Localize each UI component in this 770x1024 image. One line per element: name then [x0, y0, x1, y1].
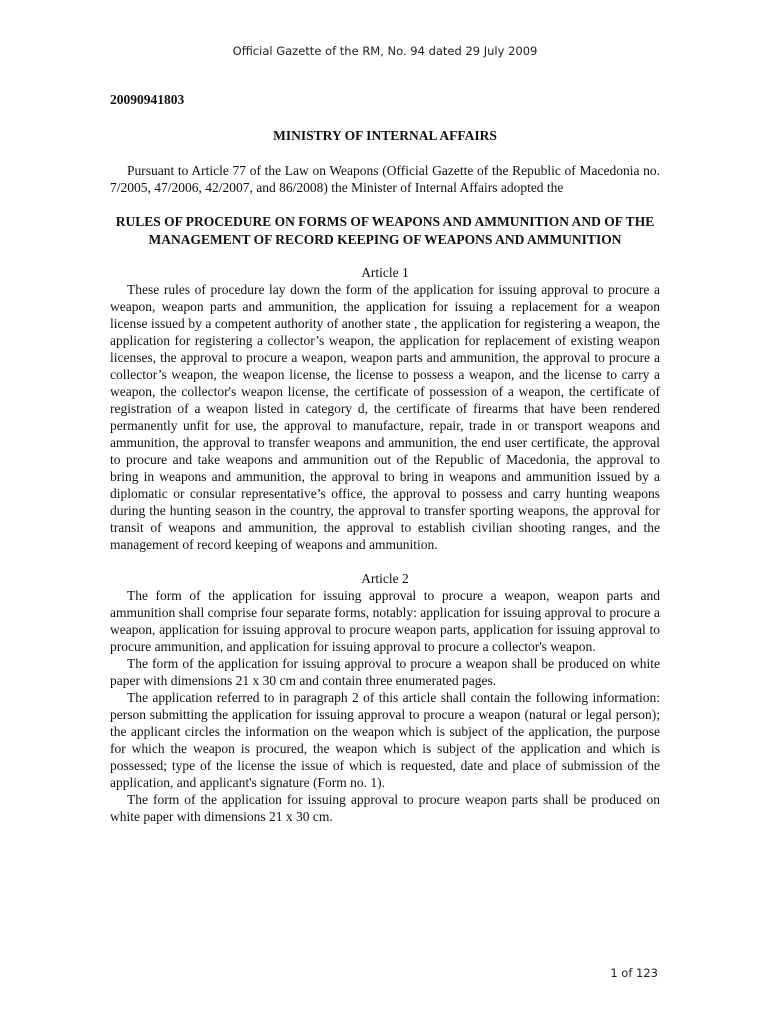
page-number: 1 of 123 — [610, 966, 658, 980]
article-paragraph: The form of the application for issuing approval to procure weapon parts shall be produced on white paper with dimensions 21 x 30 cm. — [110, 792, 660, 824]
article-paragraph: The application referred to in paragraph 2 of this article shall contain the following information: person submitting the application for issuing approval to procure a weapon (natural or legal person); the applicant circles the information on the weapon which is subject of the application, the purpose for which the weapon is procured, the weapon which is subject of the application and which is possessed; type of the license the issue of which is requested, date and place of submission of the application, and applicant's signature (Form no. 1). — [110, 690, 660, 790]
article-2 — [110, 570, 660, 825]
preamble: Pursuant to Article 77 of the Law on Weapons (Official Gazette of the Republic of Macedonia no. 7/2005, 47/2006, 42/2007, and 86/2008) the Minister of Internal Affairs adopted the — [110, 163, 660, 195]
article-heading: Article 1 — [361, 265, 409, 280]
rules-title: RULES OF PROCEDURE ON FORMS OF WEAPONS AND AMMUNITION AND OF THE MANAGEMENT OF RECORD KEEPING OF WEAPONS AND AMMUNITION — [115, 214, 655, 247]
running-head: Official Gazette of the RM, No. 94 dated 29 July 2009 — [232, 44, 538, 58]
article-1 — [110, 264, 660, 553]
article-paragraph: The form of the application for issuing approval to procure a weapon, weapon parts and ammunition shall comprise four separate forms, notably: application for issuing approval to procure a weapon, application for issuing approval to procure weapon parts, application for issuing approval to procure ammunition, and application for issuing approval to procure a collector's weapon. — [110, 588, 660, 654]
article-paragraph: The form of the application for issuing approval to procure a weapon shall be produced on white paper with dimensions 21 x 30 cm and contain three enumerated pages. — [110, 656, 660, 688]
article-paragraph: These rules of procedure lay down the form of the application for issuing approval to procure a weapon, weapon parts and ammunition, the application for issuing a replacement for a weapon license issued by a competent authority of another state , the application for registering a weapon, the application for registering a collector’s weapon, the application for replacement of existing weapon licenses, the approval to procure a weapon, weapon parts and ammunition, the approval to procure a collector’s weapon, the weapon license, the license to possess a weapon, and the license to carry a weapon, the collector's weapon license, the certificate of possession of a weapon, the certificate of registration of a weapon listed in category d, the certificate of firearms that have been rendered permanently unfit for use, the approval to manufacture, repair, trade in or transport weapons and ammunition, the approval to transfer weapons and ammunition, the end user certificate, the approval to procure and take weapons and ammunition out of the Republic of Macedonia, the approval to bring in weapons and ammunition, the approval to bring in weapons and ammunition issued by a diplomatic or consular representative’s office, the approval to possess and carry hunting weapons during the hunting season in the country, the approval to transfer sporting weapons, the approval for transit of weapons and ammunition, the approval to establish civilian shooting ranges, and the management of record keeping of weapons and ammunition. — [110, 282, 660, 552]
document-body — [110, 91, 660, 842]
ministry-heading: MINISTRY OF INTERNAL AFFAIRS — [273, 128, 497, 143]
document-number: 20090941803 — [110, 92, 185, 107]
article-heading: Article 2 — [361, 571, 409, 586]
